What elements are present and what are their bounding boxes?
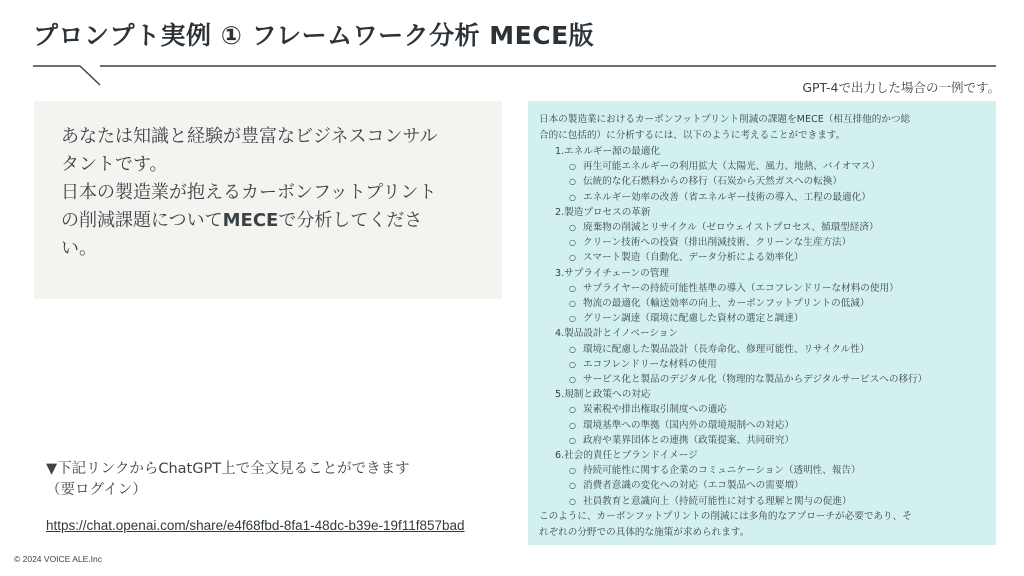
link-note xyxy=(46,459,410,501)
list-item xyxy=(569,296,986,311)
section-heading: 5.規制と政策への対応 xyxy=(555,389,651,401)
link-note-line: （要ログイン） xyxy=(46,482,147,498)
bullet-icon: ○ xyxy=(569,162,576,172)
copyright: © 2024 VOICE ALE.Inc xyxy=(14,554,103,564)
list-item-text: 社員教育と意識向上（持続可能性に対する理解と関与の促進） xyxy=(583,495,852,507)
bullet-icon: ○ xyxy=(569,299,576,309)
list-item xyxy=(569,311,986,326)
section-heading: 1.エネルギー源の最適化 xyxy=(555,146,661,157)
list-item xyxy=(569,494,986,509)
list-item-text: 消費者意識の変化への対応（エコ製品への需要増） xyxy=(583,480,804,492)
list-item-text: エコフレンドリーな材料の使用 xyxy=(583,358,717,370)
bullet-icon: ○ xyxy=(569,481,576,491)
bullet-icon: ○ xyxy=(569,344,576,354)
section-heading: 3.サプライチェーンの管理 xyxy=(555,267,669,279)
prompt-box xyxy=(34,101,502,299)
bullet-icon: ○ xyxy=(569,238,576,248)
list-item-text: 廃棄物の削減とリサイクル（ゼロウェイストプロセス、循環型経済） xyxy=(583,222,879,234)
list-item xyxy=(569,250,986,265)
list-item-text: クリーン技術への投資（排出削減技術、クリーンな生産方法） xyxy=(583,237,852,249)
gpt-answer-box xyxy=(528,101,996,545)
list-item-text: エネルギー効率の改善（省エネルギー技術の導入、工程の最適化） xyxy=(583,191,871,203)
answer-outro: このように、カーボンフットプリントの削減には多角的なアプローチが必要であり、そ xyxy=(539,510,912,522)
list-item-text: 炭素税や排出権取引制度への適応 xyxy=(583,404,727,416)
bullet-icon: ○ xyxy=(569,177,576,187)
list-item-text: 環境基準への準拠（国内外の環境規制への対応） xyxy=(583,419,795,431)
list-item xyxy=(569,281,986,296)
list-item xyxy=(569,342,986,357)
list-item xyxy=(569,478,986,493)
bullet-icon: ○ xyxy=(569,466,576,476)
list-item-text: 物流の最適化（輸送効率の向上、カーボンフットプリントの低減） xyxy=(583,298,870,310)
list-item xyxy=(569,174,986,189)
bullet-icon: ○ xyxy=(569,375,576,385)
bullet-icon: ○ xyxy=(569,435,576,445)
list-item xyxy=(569,463,986,478)
section-heading: 2.製造プロセスの革新 xyxy=(555,206,651,218)
slide-title: プロンプト実例 ① フレームワーク分析 MECE版 xyxy=(33,21,595,50)
bullet-icon: ○ xyxy=(569,359,576,369)
prompt-line xyxy=(61,207,480,235)
list-item-text: 再生可能エネルギーの利用拡大（太陽光、風力、地熱、バイオマス） xyxy=(583,161,881,173)
section-heading: 6.社会的責任とブランドイメージ xyxy=(555,450,698,462)
answer-outro: れぞれの分野での具体的な施策が求められます。 xyxy=(539,526,750,538)
bullet-icon: ○ xyxy=(569,253,576,263)
list-item-text: 政府や業界団体との連携（政策提案、共同研究） xyxy=(583,434,795,446)
answer-intro: 合的に包括的）に分析するには、以下のように考えることができます。 xyxy=(539,130,846,141)
list-item xyxy=(569,372,986,387)
section-heading: 4.製品設計とイノベーション xyxy=(555,328,678,340)
list-item xyxy=(569,357,986,372)
list-item-text: グリーン調達（環境に配慮した資材の選定と調達） xyxy=(583,313,804,325)
prompt-line: タントです。 xyxy=(61,154,168,175)
list-item-text: 持続可能性に関する企業のコミュニケーション（透明性、報告） xyxy=(583,465,861,477)
list-item xyxy=(569,220,986,235)
list-item xyxy=(569,402,986,417)
bullet-icon: ○ xyxy=(569,405,576,415)
list-item-text: スマート製造（自動化、データ分析による効率化） xyxy=(583,252,804,264)
list-item xyxy=(569,235,986,250)
answer-intro: 日本の製造業におけるカーボンフットプリント削減の課題をMECE（相互排他的かつ総 xyxy=(539,114,911,125)
list-item xyxy=(569,159,986,174)
list-item-text: 環境に配慮した製品設計（長寿命化、修理可能性、リサイクル性） xyxy=(583,343,870,355)
bullet-icon: ○ xyxy=(569,223,576,233)
link-note-line: ▼下記リンクからChatGPT上で全文見ることができます xyxy=(46,461,410,477)
list-item-text: サプライヤーの持続可能性基準の導入（エコフレンドリーな材料の使用） xyxy=(583,282,899,294)
list-item xyxy=(569,418,986,433)
chatgpt-share-link[interactable]: https://chat.openai.com/share/e4f68fbd-8fa1-48dc-b39e-19f11f857bad xyxy=(46,518,465,533)
prompt-line: い。 xyxy=(61,238,97,259)
output-caption: GPT-4で出力した場合の一例です。 xyxy=(802,80,1000,95)
bullet-icon: ○ xyxy=(569,314,576,324)
prompt-text: の削減課題について xyxy=(61,210,223,231)
bullet-icon: ○ xyxy=(569,496,576,506)
list-item xyxy=(569,190,986,205)
list-item-text: 伝統的な化石燃料からの移行（石炭から天然ガスへの転換） xyxy=(583,176,843,188)
prompt-text: で分析してくださ xyxy=(278,210,423,231)
bullet-icon: ○ xyxy=(569,283,576,293)
bullet-icon: ○ xyxy=(569,420,576,430)
list-item xyxy=(569,433,986,448)
list-item-text: サービス化と製品のデジタル化（物理的な製品からデジタルサービスへの移行） xyxy=(583,374,928,386)
prompt-line: 日本の製造業が抱えるカーボンフットプリント xyxy=(61,182,437,203)
prompt-mece-keyword: MECE xyxy=(222,210,279,231)
prompt-line: あなたは知識と経験が豊富なビジネスコンサル xyxy=(61,126,438,147)
bullet-icon: ○ xyxy=(569,192,576,202)
